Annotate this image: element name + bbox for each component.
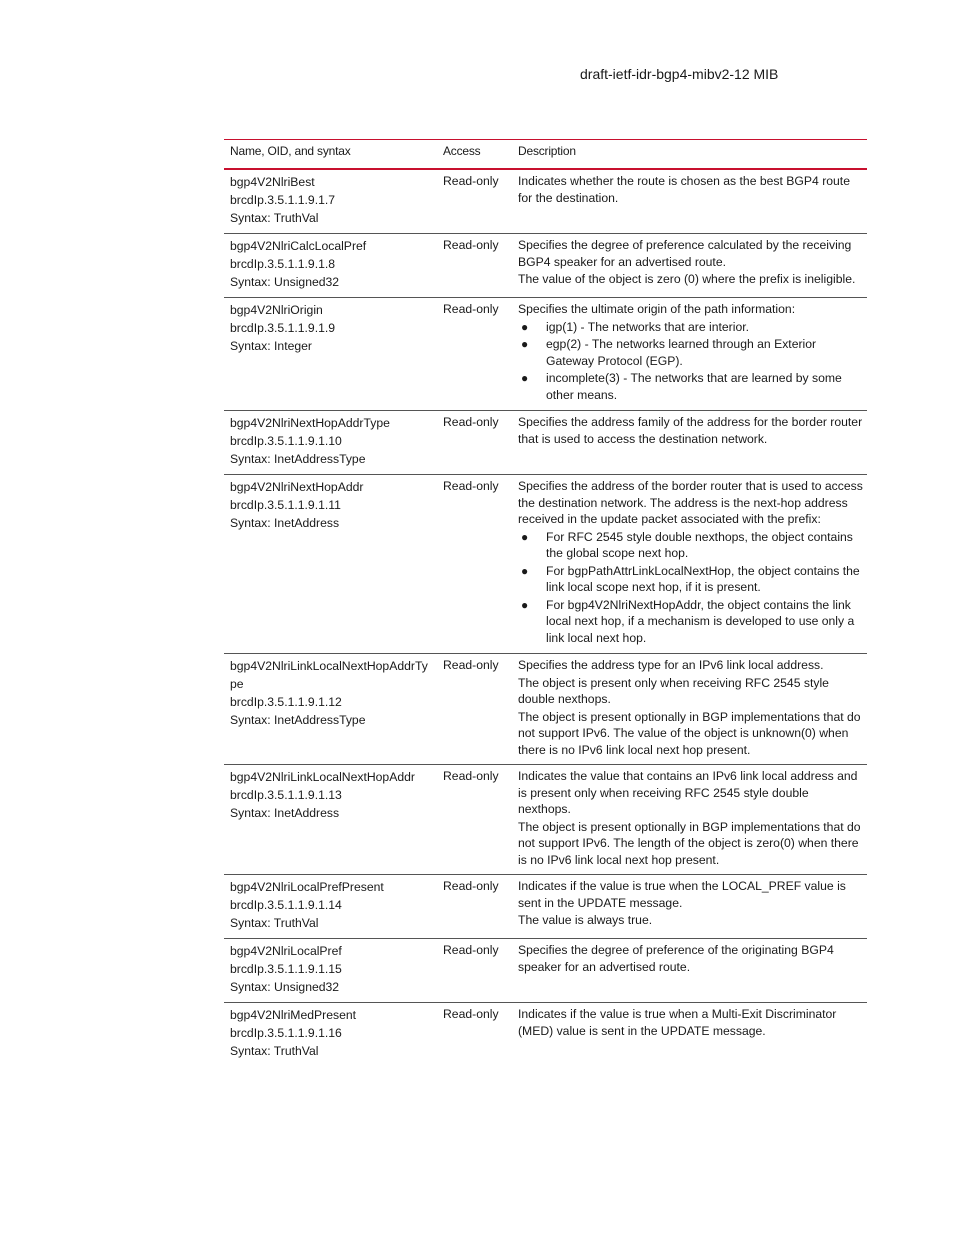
- object-syntax: Syntax: Integer: [230, 339, 312, 353]
- cell-name-oid-syntax: [224, 654, 437, 765]
- bullet-dot-icon: ●: [521, 319, 529, 334]
- object-oid: brcdIp.3.5.1.1.9.1.15: [230, 962, 342, 976]
- cell-description: [512, 654, 867, 765]
- cell-access: Read-only: [443, 302, 499, 316]
- table-row: [224, 654, 867, 765]
- object-name: bgp4V2NlriNextHopAddr: [230, 480, 364, 494]
- description-bullet-item: [518, 597, 863, 647]
- cell-name-oid-syntax: [224, 475, 437, 654]
- object-syntax: Syntax: Unsigned32: [230, 275, 340, 289]
- cell-access: Read-only: [443, 174, 499, 188]
- object-name: bgp4V2NlriMedPresent: [230, 1008, 357, 1022]
- table-row: [224, 475, 867, 654]
- cell-description: [512, 475, 867, 654]
- cell-description: [512, 1003, 867, 1067]
- bullet-text: For RFC 2545 style double nexthops, the object contains the global scope next hop.: [546, 529, 853, 560]
- cell-description: [512, 939, 867, 1003]
- object-name: bgp4V2NlriLocalPref: [230, 944, 342, 958]
- object-syntax: Syntax: InetAddress: [230, 516, 340, 530]
- cell-description: [512, 411, 867, 475]
- object-oid: brcdIp.3.5.1.1.9.1.12: [230, 695, 342, 709]
- cell-access: Read-only: [443, 658, 499, 672]
- bullet-text: For bgp4V2NlriNextHopAddr, the object contains the link local next hop, if a mechanism is developed to use only a link local next hop.: [546, 597, 855, 645]
- object-name: bgp4V2NlriCalcLocalPref: [230, 239, 367, 253]
- cell-name-oid-syntax: [224, 875, 437, 939]
- table-row: [224, 1003, 867, 1067]
- object-oid: brcdIp.3.5.1.1.9.1.10: [230, 434, 342, 448]
- description-paragraph: Specifies the degree of preference of the originating BGP4 speaker for an advertised route.: [518, 943, 834, 974]
- cell-description: [512, 169, 867, 234]
- cell-description: [512, 298, 867, 411]
- description-bullet-item: [518, 529, 863, 562]
- cell-name-oid-syntax: [224, 939, 437, 1003]
- description-paragraph: The value of the object is zero (0) where the prefix is ineligible.: [518, 272, 856, 286]
- description-paragraph: The object is present optionally in BGP implementations that do not support IPv6. The length of the object is zero(0) when there is no IPv6 link local next hop present.: [518, 819, 861, 867]
- description-paragraph: Indicates whether the route is chosen as the best BGP4 route for the destination.: [518, 174, 850, 205]
- description-bullet-item: [518, 319, 863, 336]
- cell-access: Read-only: [443, 943, 499, 957]
- object-syntax: Syntax: TruthVal: [230, 916, 319, 930]
- running-header-title: draft-ietf-idr-bgp4-mibv2-12 MIB: [580, 66, 779, 82]
- description-paragraph: Specifies the address family of the address for the border router that is used to access the destination network.: [518, 415, 863, 446]
- bullet-text: igp(1) - The networks that are interior.: [546, 319, 749, 334]
- description-bullet-list: [518, 529, 863, 647]
- cell-name-oid-syntax: [224, 765, 437, 875]
- bullet-dot-icon: ●: [521, 371, 529, 385]
- cell-access: Read-only: [443, 415, 499, 429]
- cell-access: Read-only: [443, 1007, 499, 1021]
- cell-access: Read-only: [443, 769, 499, 783]
- cell-name-oid-syntax: [224, 169, 437, 234]
- description-paragraph: The object is present only when receiving RFC 2545 style double nexthops.: [518, 675, 829, 706]
- description-paragraph: Specifies the address type for an IPv6 link local address.: [518, 658, 824, 672]
- object-name: bgp4V2NlriLinkLocalNextHopAddr: [230, 770, 415, 784]
- bullet-text: incomplete(3) - The networks that are learned by some other means.: [546, 371, 842, 402]
- table-row: [224, 765, 867, 875]
- description-bullet-item: [518, 370, 863, 403]
- object-syntax: Syntax: InetAddress: [230, 806, 340, 820]
- object-oid: brcdIp.3.5.1.1.9.1.8: [230, 257, 336, 271]
- object-oid: brcdIp.3.5.1.1.9.1.7: [230, 193, 336, 207]
- object-syntax: Syntax: TruthVal: [230, 211, 319, 225]
- object-oid: brcdIp.3.5.1.1.9.1.14: [230, 898, 342, 912]
- cell-name-oid-syntax: [224, 411, 437, 475]
- object-syntax: Syntax: InetAddressType: [230, 452, 366, 466]
- description-bullet-item: [518, 336, 863, 369]
- table-row: [224, 411, 867, 475]
- object-name: bgp4V2NlriOrigin: [230, 303, 323, 317]
- bullet-dot-icon: ●: [521, 563, 529, 578]
- description-bullet-list: [518, 319, 863, 404]
- description-paragraph: Specifies the degree of preference calculated by the receiving BGP4 speaker for an advertised route.: [518, 238, 852, 269]
- object-oid: brcdIp.3.5.1.1.9.1.16: [230, 1026, 342, 1040]
- description-paragraph: Specifies the ultimate origin of the path information:: [518, 302, 796, 316]
- cell-description: [512, 875, 867, 939]
- object-oid: brcdIp.3.5.1.1.9.1.11: [230, 498, 341, 512]
- object-name: bgp4V2NlriBest: [230, 175, 315, 189]
- description-paragraph: The value is always true.: [518, 913, 653, 927]
- table-row: [224, 875, 867, 939]
- object-name: bgp4V2NlriLinkLocalNextHopAddrType: [230, 659, 428, 691]
- object-oid: brcdIp.3.5.1.1.9.1.13: [230, 788, 342, 802]
- cell-description: [512, 234, 867, 298]
- column-header-description: Description: [518, 144, 576, 158]
- cell-name-oid-syntax: [224, 234, 437, 298]
- object-syntax: Syntax: Unsigned32: [230, 980, 340, 994]
- object-name: bgp4V2NlriNextHopAddrType: [230, 416, 390, 430]
- object-syntax: Syntax: TruthVal: [230, 1044, 319, 1058]
- column-header-name: Name, OID, and syntax: [230, 144, 351, 158]
- cell-description: [512, 765, 867, 875]
- mib-object-table: [224, 139, 867, 1066]
- description-paragraph: The object is present optionally in BGP implementations that do not support IPv6. The value of the object is unknown(0) when there is no IPv6 link local next hop present.: [518, 709, 861, 757]
- cell-access: Read-only: [443, 479, 499, 493]
- table-header-row: [224, 140, 867, 170]
- bullet-text: egp(2) - The networks learned through an Exterior Gateway Protocol (EGP).: [546, 337, 817, 368]
- bullet-dot-icon: ●: [521, 597, 529, 612]
- table-row: [224, 234, 867, 298]
- description-paragraph: Specifies the address of the border router that is used to access the destination network. The address is the next-hop address received in the update packet associated with the prefix:: [518, 479, 863, 526]
- table-body: [224, 169, 867, 1066]
- object-syntax: Syntax: InetAddressType: [230, 713, 366, 727]
- column-header-access: Access: [443, 144, 481, 158]
- description-paragraph: Indicates if the value is true when a Multi-Exit Discriminator (MED) value is sent in the UPDATE message.: [518, 1007, 837, 1038]
- bullet-dot-icon: ●: [521, 337, 529, 351]
- object-name: bgp4V2NlriLocalPrefPresent: [230, 880, 384, 894]
- bullet-dot-icon: ●: [521, 529, 529, 544]
- table-row: [224, 298, 867, 411]
- table-row: [224, 169, 867, 234]
- cell-access: Read-only: [443, 879, 499, 893]
- cell-access: Read-only: [443, 238, 499, 252]
- description-bullet-item: [518, 563, 863, 596]
- description-paragraph: Indicates if the value is true when the LOCAL_PREF value is sent in the UPDATE message.: [518, 879, 846, 910]
- description-paragraph: Indicates the value that contains an IPv6 link local address and is present only when receiving RFC 2545 style double nexthops.: [518, 769, 858, 816]
- cell-name-oid-syntax: [224, 298, 437, 411]
- table-row: [224, 939, 867, 1003]
- object-oid: brcdIp.3.5.1.1.9.1.9: [230, 321, 336, 335]
- bullet-text: For bgpPathAttrLinkLocalNextHop, the object contains the link local scope next hop, if it is present.: [546, 563, 860, 594]
- cell-name-oid-syntax: [224, 1003, 437, 1067]
